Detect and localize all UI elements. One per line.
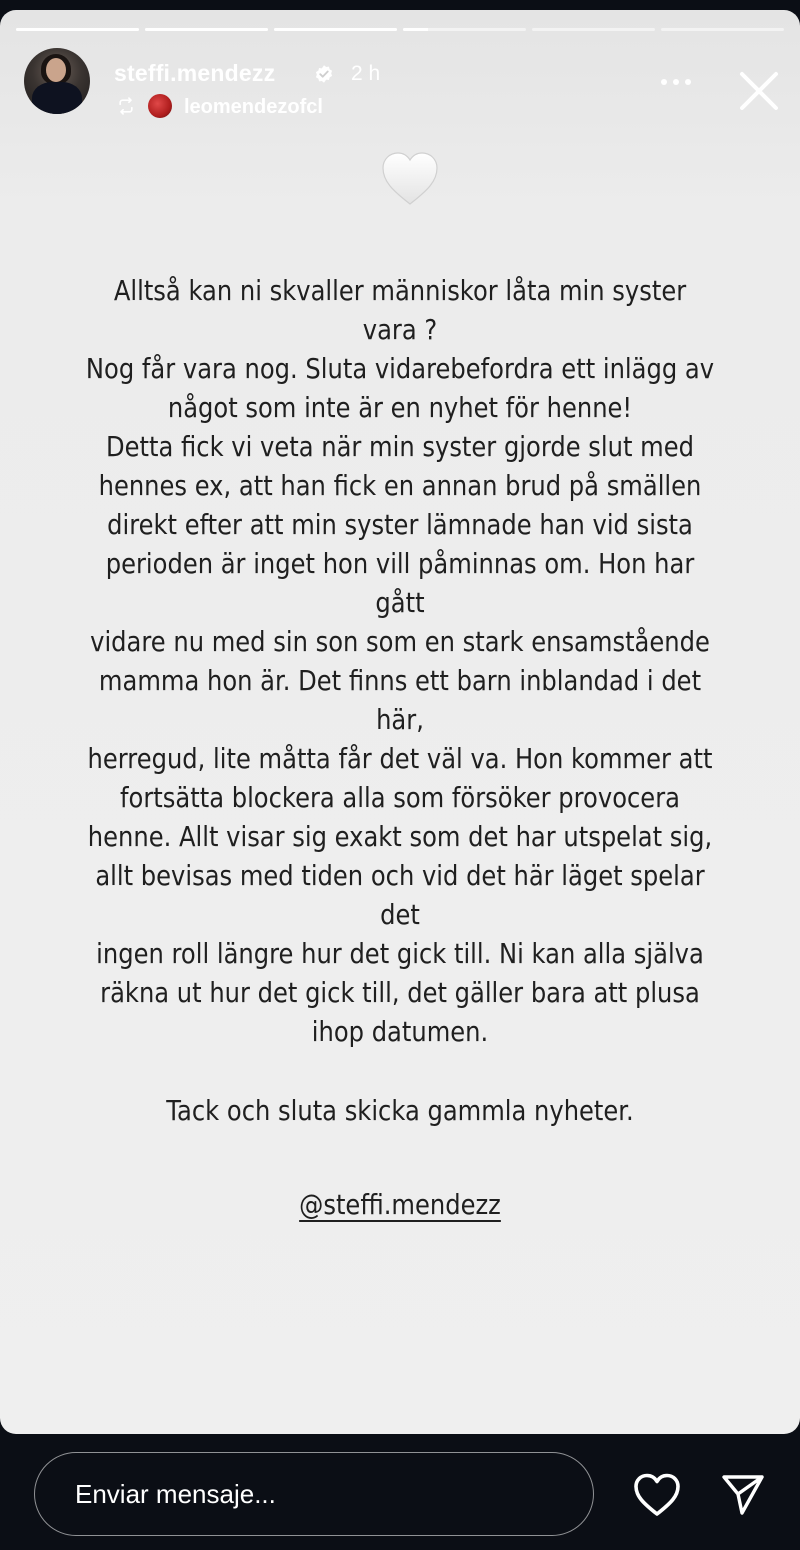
reposted-user-avatar[interactable] bbox=[148, 94, 172, 118]
verified-badge-icon bbox=[314, 64, 334, 84]
more-options-icon[interactable] bbox=[656, 70, 696, 94]
avatar[interactable] bbox=[24, 48, 90, 114]
avatar-body bbox=[32, 82, 82, 114]
story-header bbox=[24, 48, 784, 118]
story-progress-fill bbox=[403, 28, 428, 31]
story-body-text bbox=[83, 272, 717, 1052]
reposted-username[interactable]: leomendezofcl bbox=[184, 96, 323, 118]
send-message-input[interactable] bbox=[34, 1452, 594, 1536]
mention-label[interactable]: @steffi.mendezz bbox=[299, 1189, 501, 1221]
post-time: 2 h bbox=[351, 62, 381, 85]
story-progress-segment bbox=[661, 28, 784, 31]
story-progress-segment bbox=[274, 28, 397, 31]
repost-icon bbox=[116, 96, 136, 116]
close-icon[interactable] bbox=[736, 68, 782, 114]
white-heart-icon bbox=[380, 150, 440, 208]
mention-sticker[interactable] bbox=[83, 1186, 717, 1225]
story-progress-fill bbox=[274, 28, 397, 31]
username[interactable]: steffi.mendezz bbox=[114, 60, 276, 86]
send-icon[interactable] bbox=[720, 1472, 766, 1518]
story-progress-segment bbox=[532, 28, 655, 31]
reply-bar bbox=[0, 1434, 800, 1550]
story-progress-segment bbox=[145, 28, 268, 31]
story-closing-text: Tack och sluta skicka gammla nyheter. bbox=[166, 1095, 634, 1127]
heart-outline-icon[interactable] bbox=[632, 1472, 682, 1518]
story-progress-fill bbox=[145, 28, 268, 31]
story-frame[interactable] bbox=[0, 10, 800, 1434]
story-progress-bars bbox=[16, 28, 784, 31]
story-progress-segment bbox=[16, 28, 139, 31]
story-progress-segment bbox=[403, 28, 526, 31]
story-progress-fill bbox=[16, 28, 139, 31]
story-paragraph: Alltså kan ni skvaller människor låta min syster vara ? Nog får vara nog. Sluta vidarebefordra ett inlägg av något som inte är en nyhet för henne! Detta fick vi veta när min syster gjorde slut med hennes ex, att han fick en annan brud på smällen direkt efter att min syster lämnade han vid sista perioden är inget hon vill påminnas om. Hon har gått vidare nu med sin son som en stark ensamstående mamma hon är. Det finns ett barn inblandad i det här, herregud, lite måtta får det väl va. Hon kommer att fortsätta blockera alla som försöker provocera henne. Allt visar sig exakt som det har utspelat sig, allt bevisas med tiden och vid det här läget spelar det ingen roll längre hur det gick till. Ni kan alla själva räkna ut hur det gick till, det gäller bara att plusa ihop datumen. bbox=[85, 275, 715, 1048]
avatar-face bbox=[46, 58, 66, 82]
